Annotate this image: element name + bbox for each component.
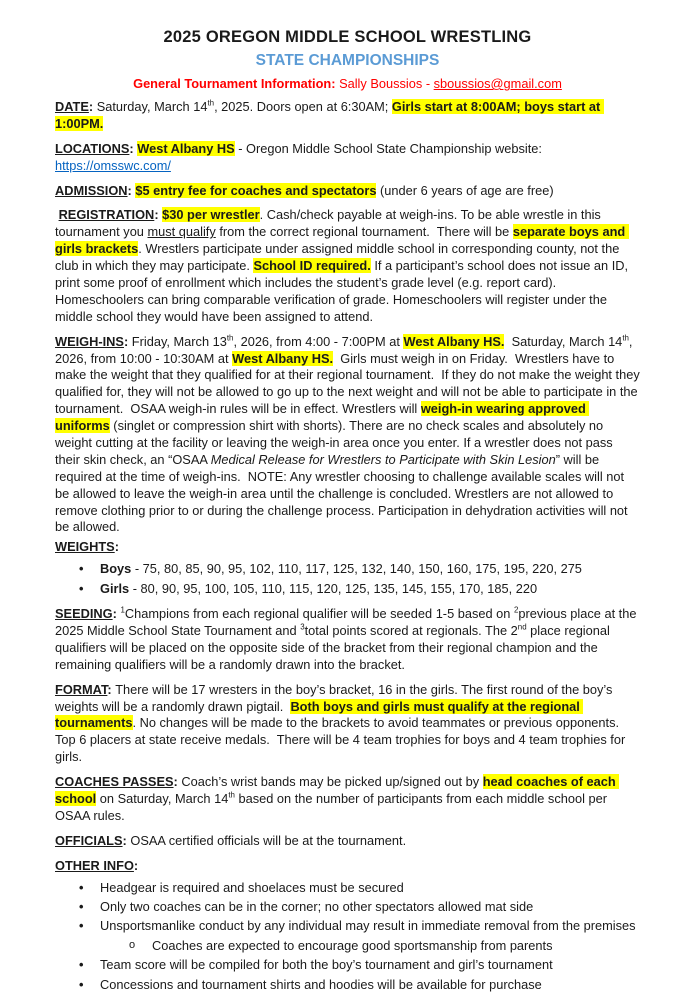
text-run: based on the number of participants from each middle school per OSAA rules. — [55, 791, 611, 823]
text-run: If a participant’s school does not issue an ID, print some proof of enrollment which includes the student’s grade level (e.g. report card). Homeschoolers can bring comparable verification of grade. Homeschoolers will register under the middle school they would have been assigned to attend. — [55, 258, 632, 324]
text-run: West Albany HS. — [232, 350, 334, 366]
text-run: ” will be required at the time of weigh-ins. NOTE: Any wrestler choosing to challenge available scales will not be allowed to leave the weigh-in area until the challenge is concluded. Wrestlers are not allowed to remove clothing prior to or during the challenge process. Participation in dehydration activities will not be allowed. — [55, 451, 632, 535]
weights-list — [55, 559, 640, 598]
text-run: School ID required. — [253, 258, 371, 274]
text-run: 2 — [513, 605, 519, 615]
text-run: West Albany HS. — [403, 333, 505, 349]
other-info-heading — [55, 858, 640, 875]
text-run: , 2026, from 4:00 - 7:00PM at — [233, 333, 404, 349]
contact-line — [55, 76, 640, 91]
other-info-item — [55, 955, 640, 974]
admission-line — [55, 183, 640, 200]
text-run: from the correct regional tournament. There will be — [215, 224, 513, 240]
text-run: Both boys and girls must qualify at the regional tournaments — [55, 698, 584, 731]
text-run: Medical Release for Wrestlers to Participate with Skin Lesion — [210, 451, 556, 467]
text-run: FORMAT — [55, 681, 108, 697]
other-info-list — [55, 878, 640, 994]
text-run: : — [114, 539, 119, 555]
text-run: (singlet or compression shirt with shorts). There are no check scales and absolutely no weight cutting at the facility or leaving the weigh-in area once you enter. If a wrestler does not pass their skin check, an “OSAA — [55, 418, 617, 467]
text-run: : — [154, 207, 163, 223]
text-run: , 2026, from 10:00 - 10:30AM at — [55, 333, 637, 366]
other-info-item — [55, 916, 640, 935]
text-run: OSAA certified officials will be at the tournament. — [130, 832, 407, 848]
text-run: th — [207, 98, 215, 108]
text-run: - 80, 90, 95, 100, 105, 110, 115, 120, 125, 135, 145, 155, 170, 185, 220 — [129, 580, 538, 596]
text-run: . No changes will be made to the brackets to avoid teammates or previous opponents. Top 6 placers at state receive medals. There will be 4 team trophies for boys and 4 team trophies for girls. — [55, 715, 629, 765]
officials-line — [55, 833, 640, 850]
text-run: There will be 17 wresters in the boy’s bracket, 16 in the girls. The first round of the boy’s weights will be a randomly drawn pigtail. — [55, 681, 616, 714]
text-run: Girls — [100, 580, 130, 596]
text-run: WEIGHTS — [55, 539, 115, 555]
text-run: $5 entry fee for coaches and spectators — [135, 182, 377, 198]
coaches-passes-paragraph — [55, 774, 640, 825]
text-run: must qualify — [147, 224, 216, 240]
text-run: previous place at the 2025 Middle School State Tournament and — [55, 606, 641, 639]
text-run: $30 per wrestler — [162, 207, 260, 223]
text-run: : — [88, 99, 97, 114]
text-run: , 2025. Doors open at 6:30AM; — [214, 99, 392, 114]
text-run: . Cash/check payable at weigh-ins. To be able wrestle in this tournament you — [55, 207, 605, 240]
registration-paragraph — [55, 207, 640, 325]
text-run: DATE — [55, 99, 89, 114]
text-run: on Saturday, March 14 — [96, 791, 229, 807]
text-run: : — [173, 774, 182, 790]
text-run: General Tournament Information: — [133, 76, 340, 91]
text-run: nd — [517, 622, 527, 632]
text-run: Only two coaches can be in the corner; no other spectators allowed mat side — [100, 899, 534, 915]
date-line — [55, 99, 640, 133]
text-run: : — [133, 857, 139, 873]
seeding-paragraph — [55, 606, 640, 674]
text-run: total points scored at regionals. The 2 — [304, 623, 518, 639]
text-run: : — [129, 140, 138, 156]
other-info-subitem — [55, 936, 640, 955]
text-run: : — [123, 333, 132, 349]
other-info-item — [55, 897, 640, 916]
weights-heading — [55, 539, 640, 556]
text-run: Champions from each regional qualifier will be seeded 1-5 based on — [124, 606, 514, 622]
text-run: - Oregon Middle School State Championship website: — [234, 140, 546, 156]
text-run: WEIGH-INS — [55, 333, 124, 349]
text-run: : — [122, 832, 131, 848]
text-run: 1 — [120, 605, 125, 615]
text-run: : — [127, 182, 136, 198]
text-run: 3 — [300, 622, 305, 632]
text-run: separate boys and girls brackets — [55, 224, 629, 257]
text-run: Saturday, March 14 — [504, 333, 623, 349]
text-run: Saturday, March 14 — [96, 99, 208, 114]
boys-weights-item — [55, 559, 640, 578]
text-run: . Wrestlers participate under assigned middle school in corresponding county, not the club in which they may participate. — [55, 241, 623, 274]
text-run: Boys — [100, 561, 132, 577]
text-run: - 75, 80, 85, 90, 95, 102, 110, 117, 125, 132, 140, 150, 160, 175, 195, 220, 275 — [131, 561, 582, 577]
text-run: OTHER INFO — [55, 857, 134, 873]
text-run: : — [107, 681, 116, 697]
page-title: 2025 OREGON MIDDLE SCHOOL WRESTLING — [163, 28, 532, 46]
text-run: Team score will be compiled for both the boy’s tournament and girl’s tournament — [100, 957, 553, 973]
text-run: (under 6 years of age are free) — [376, 182, 554, 198]
text-run: Girls must weigh in on Friday. Wrestlers have to make the weight that they qualified for at their regional tournament. If they do not make the weight they qualified for, they will not be allowed to go up to the next weight and will not be able to participate in the tournament. OSAA weigh-in rules will be in effect. Wrestlers will — [55, 350, 644, 417]
website-link[interactable]: https://omsswc.com/ — [55, 157, 171, 173]
text-run: SEEDING — [55, 606, 113, 622]
page-subtitle: STATE CHAMPIONSHIPS — [255, 52, 440, 69]
text-run: Girls start at 8:00AM; boys start at 1:00PM. — [55, 99, 604, 131]
text-run: th — [226, 333, 234, 343]
text-run: OFFICIALS — [55, 832, 123, 848]
text-run: Headgear is required and shoelaces must be secured — [100, 879, 404, 895]
text-run: Coaches are expected to encourage good sportsmanship from parents — [152, 937, 553, 953]
text-run: head coaches of each school — [55, 774, 620, 807]
weigh-ins-paragraph — [55, 333, 644, 537]
text-run: Coach’s wrist bands may be picked up/signed out by — [181, 774, 483, 790]
text-run: Unsportsmanlike conduct by any individual may result in immediate removal from the premises — [100, 918, 636, 934]
text-run: weigh-in wearing approved uniforms — [55, 401, 590, 434]
text-run: ADMISSION — [55, 182, 128, 198]
locations-line — [55, 141, 640, 175]
text-run: Friday, March 13 — [131, 333, 227, 349]
text-run: Sally Boussios - — [339, 76, 434, 91]
text-run: REGISTRATION — [58, 207, 155, 223]
text-run: LOCATIONS — [55, 140, 130, 156]
other-info-item — [55, 975, 640, 994]
text-run: place regional qualifiers will be placed on the opposite side of the bracket from their regional champion and the remaining qualifiers will be a randomly drawn into the bracket. — [55, 623, 614, 672]
other-info-item — [55, 878, 640, 897]
text-run: th — [228, 790, 235, 800]
text-run: West Albany HS — [137, 140, 235, 156]
text-run: Concessions and tournament shirts and hoodies will be available for purchase — [100, 976, 542, 992]
text-run: th — [622, 333, 629, 343]
text-run: COACHES PASSES — [55, 774, 174, 790]
email-link[interactable]: sboussios@gmail.com — [433, 76, 562, 91]
format-paragraph — [55, 682, 640, 766]
text-run: : — [112, 606, 121, 622]
girls-weights-item — [55, 579, 640, 598]
